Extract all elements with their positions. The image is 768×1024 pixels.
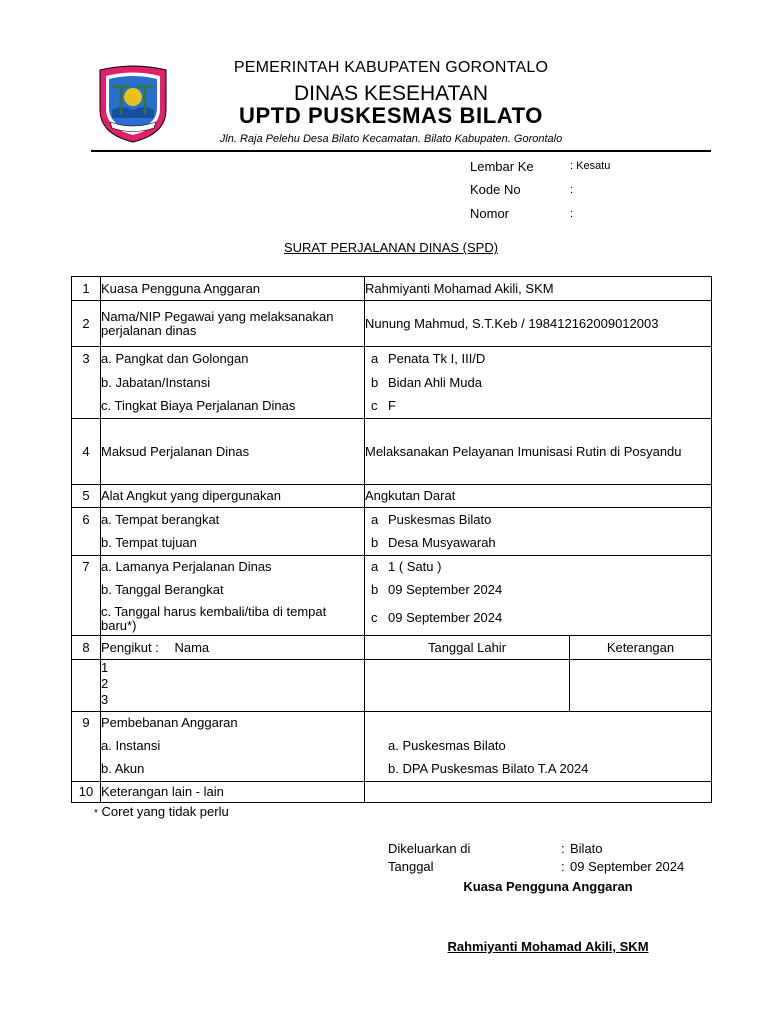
row-label: Keterangan lain - lain: [101, 781, 365, 802]
nomor-label: Nomor: [470, 206, 510, 221]
list-item: 2: [101, 675, 109, 691]
lembar-label: Lembar Ke: [470, 159, 534, 174]
sub-text: Puskesmas Bilato: [388, 511, 492, 527]
table-row: [72, 347, 712, 419]
table-row: [72, 711, 712, 781]
sub-text: 1 ( Satu ): [388, 558, 442, 574]
row-number: 8: [72, 635, 101, 659]
list-item: 1: [101, 659, 109, 675]
follower-note-cell: [570, 659, 712, 711]
list-item: 3: [101, 691, 109, 707]
sub-value: [365, 556, 711, 577]
row-label-group: [101, 635, 365, 659]
row-number: 4: [72, 418, 101, 484]
sub-text: 09 September 2024: [388, 581, 503, 597]
table-row: [72, 484, 712, 507]
row-label: Kuasa Pengguna Anggaran: [101, 277, 365, 301]
sub-value: b. DPA Puskesmas Bilato T.A 2024: [388, 760, 589, 776]
note-header: Keterangan: [570, 635, 712, 659]
row-label-group: [101, 555, 365, 635]
sub-key: c: [371, 398, 378, 413]
signatory-title: Kuasa Pengguna Anggaran: [463, 879, 633, 894]
date-value: 09 September 2024: [570, 859, 685, 874]
table-row: [72, 507, 712, 555]
row-number: [72, 659, 101, 711]
row-label: Maksud Perjalanan Dinas: [101, 418, 365, 484]
sub-value: [365, 577, 711, 602]
row-number: 9: [72, 711, 101, 781]
sub-key: a: [371, 558, 379, 574]
footnote-star: *: [94, 808, 98, 819]
row-label-group: [101, 347, 365, 419]
spacer: [388, 712, 711, 733]
sub-key: b: [371, 535, 379, 550]
table-row: [72, 418, 712, 484]
table-row: [72, 555, 712, 635]
row-number: 6: [72, 507, 101, 555]
sub-text: 09 September 2024: [388, 609, 503, 625]
footnote-text: Coret yang tidak perlu: [101, 804, 229, 819]
sub-text: Penata Tk I, III/D: [388, 351, 486, 366]
row-value: Melaksanakan Pelayanan Imunisasi Rutin di Posyandu: [365, 418, 712, 484]
footnote: [94, 804, 229, 819]
row-number: 1: [72, 277, 101, 301]
sub-key: a: [371, 351, 379, 366]
lembar-value: : Kesatu: [570, 160, 611, 172]
issued-value: Bilato: [570, 841, 603, 856]
row-value-group: [365, 711, 712, 781]
sub-key: b: [371, 374, 379, 390]
nomor-colon: :: [570, 208, 574, 220]
row-value: [365, 781, 712, 802]
sub-label: a. Instansi: [101, 737, 161, 753]
table-row: [72, 277, 712, 301]
row-number: 5: [72, 484, 101, 507]
row-value: Angkutan Darat: [365, 484, 712, 507]
signatory-name: Rahmiyanti Mohamad Akili, SKM: [447, 939, 649, 954]
sub-value: [365, 394, 711, 418]
sub-text: F: [388, 398, 396, 413]
sub-label: c. Tingkat Biaya Perjalanan Dinas: [101, 398, 296, 413]
issued-colon: :: [561, 841, 565, 856]
row-value: Nunung Mahmud, S.T.Keb / 198412162009012003: [365, 301, 712, 347]
row-value: Rahmiyanti Mohamad Akili, SKM: [365, 277, 712, 301]
spd-table: [71, 276, 712, 803]
sub-label: b. Tempat tujuan: [101, 535, 197, 550]
row-value-group: [365, 507, 712, 555]
sub-label: a. Tempat berangkat: [101, 511, 220, 527]
sub-value: [365, 347, 711, 371]
header-divider: [91, 150, 711, 152]
sub-text: Bidan Ahli Muda: [388, 374, 482, 390]
dob-header: Tanggal Lahir: [365, 635, 570, 659]
row-number: 3: [72, 347, 101, 419]
document-title: SURAT PERJALANAN DINAS (SPD): [283, 240, 499, 255]
row-label: Nama/NIP Pegawai yang melaksanakan perjalanan dinas: [101, 301, 365, 347]
row-number: 7: [72, 555, 101, 635]
row-number: 2: [72, 301, 101, 347]
row-label-group: [101, 711, 365, 781]
sub-label: b. Jabatan/Instansi: [101, 374, 211, 390]
header-agency: DINAS KESEHATAN: [293, 82, 489, 105]
header-address: Jln. Raja Pelehu Desa Bilato Kecamatan. Bilato Kabupaten. Gorontalo: [219, 133, 563, 145]
row-value-group: [365, 347, 712, 419]
table-row: [72, 781, 712, 802]
sub-value: [365, 371, 711, 395]
header-unit: UPTD PUSKESMAS BILATO: [239, 103, 543, 128]
name-header: Nama: [174, 639, 210, 655]
row-label-group: [101, 507, 365, 555]
kode-colon: :: [570, 184, 574, 196]
table-row: [72, 301, 712, 347]
date-colon: :: [561, 859, 565, 874]
sub-label: b. Tanggal Berangkat: [101, 581, 224, 597]
sub-label: b. Akun: [101, 760, 145, 776]
row-label: Alat Angkut yang dipergunakan: [101, 484, 365, 507]
follower-list: [101, 659, 365, 711]
table-row: [72, 659, 712, 711]
sub-key: a: [371, 511, 379, 527]
sub-label: a. Pangkat dan Golongan: [101, 351, 249, 366]
sub-value: a. Puskesmas Bilato: [388, 737, 506, 753]
sub-label: Pembebanan Anggaran: [101, 714, 238, 730]
sub-key: c: [371, 609, 378, 625]
issued-label: Dikeluarkan di: [388, 841, 471, 856]
table-row: [72, 635, 712, 659]
sub-label: c. Tanggal harus kembali/tiba di tempat baru*): [101, 603, 327, 633]
row-number: 10: [72, 781, 101, 802]
sub-label: a. Lamanya Perjalanan Dinas: [101, 558, 272, 574]
sub-key: b: [371, 581, 379, 597]
sub-value: [365, 602, 711, 633]
follower-label: Pengikut :: [101, 639, 159, 655]
sub-value: [365, 531, 711, 555]
kode-label: Kode No: [470, 182, 521, 197]
row-value-group: [365, 555, 712, 635]
sub-value: [365, 508, 711, 532]
header-government: PEMERINTAH KABUPATEN GORONTALO: [233, 59, 549, 76]
follower-dob-cell: [365, 659, 570, 711]
date-label: Tanggal: [388, 859, 434, 874]
sub-text: Desa Musyawarah: [388, 535, 496, 550]
